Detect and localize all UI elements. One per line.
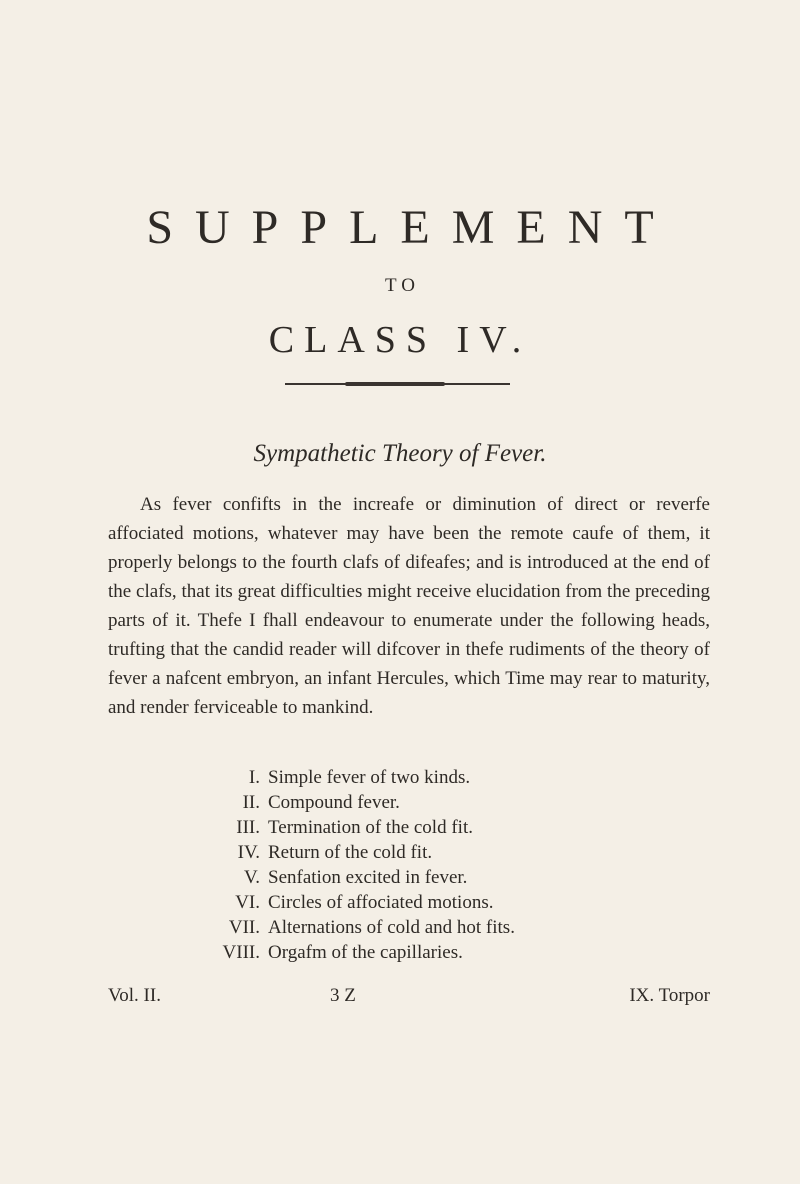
item-number: II.	[242, 792, 260, 813]
signature-mark: 3 Z	[330, 985, 356, 1006]
item-number: VIII.	[222, 942, 260, 963]
decorative-rule	[285, 383, 510, 385]
item-number: VI.	[235, 892, 260, 913]
item-text: Senfation excited in fever.	[268, 867, 468, 888]
to-line: TO	[385, 275, 420, 296]
item-text: Termination of the cold fit.	[268, 817, 473, 838]
list-item	[200, 940, 700, 965]
list-item	[200, 890, 700, 915]
supplement-title: SUPPLEMENT	[146, 201, 676, 254]
item-number: III.	[236, 817, 260, 838]
item-text: Alternations of cold and hot fits.	[268, 917, 515, 938]
item-number: V.	[243, 867, 260, 888]
item-text: Circles of affociated motions.	[268, 892, 494, 913]
catchword: IX. Torpor	[629, 985, 710, 1006]
volume-label: Vol. II.	[108, 985, 161, 1006]
page-footer	[108, 985, 710, 1013]
item-text: Compound fever.	[268, 792, 400, 813]
item-number: VII.	[228, 917, 260, 938]
list-item	[200, 765, 700, 790]
item-text: Simple fever of two kinds.	[268, 767, 471, 788]
heads-list	[200, 765, 700, 965]
list-item	[200, 790, 700, 815]
item-number: IV.	[237, 842, 260, 863]
section-subtitle: Sympathetic Theory of Fever.	[253, 440, 547, 467]
list-item	[200, 840, 700, 865]
item-text: Return of the cold fit.	[268, 842, 433, 863]
list-item	[200, 915, 700, 940]
class-heading: CLASS IV.	[268, 319, 532, 361]
list-item	[200, 865, 700, 890]
item-number: I.	[248, 767, 260, 788]
body-paragraph: As fever confifts in the increafe or diminution of direct or reverfe affociated motions, whatever may have been the remote caufe of them, it properly belongs to the fourth clafs of difeafes; and is introduced at the end of the clafs, that its great difficulties might receive elucidation from the preceding parts of it. Thefe I fhall endeavour to enumerate under the following heads, trufting that the candid reader will difcover in thefe rudiments of the theory of fever a nafcent embryon, an infant Hercules, which Time may rear to maturity, and render ferviceable to mankind.	[108, 494, 710, 718]
item-text: Orgafm of the capillaries.	[268, 942, 463, 963]
list-item	[200, 815, 700, 840]
